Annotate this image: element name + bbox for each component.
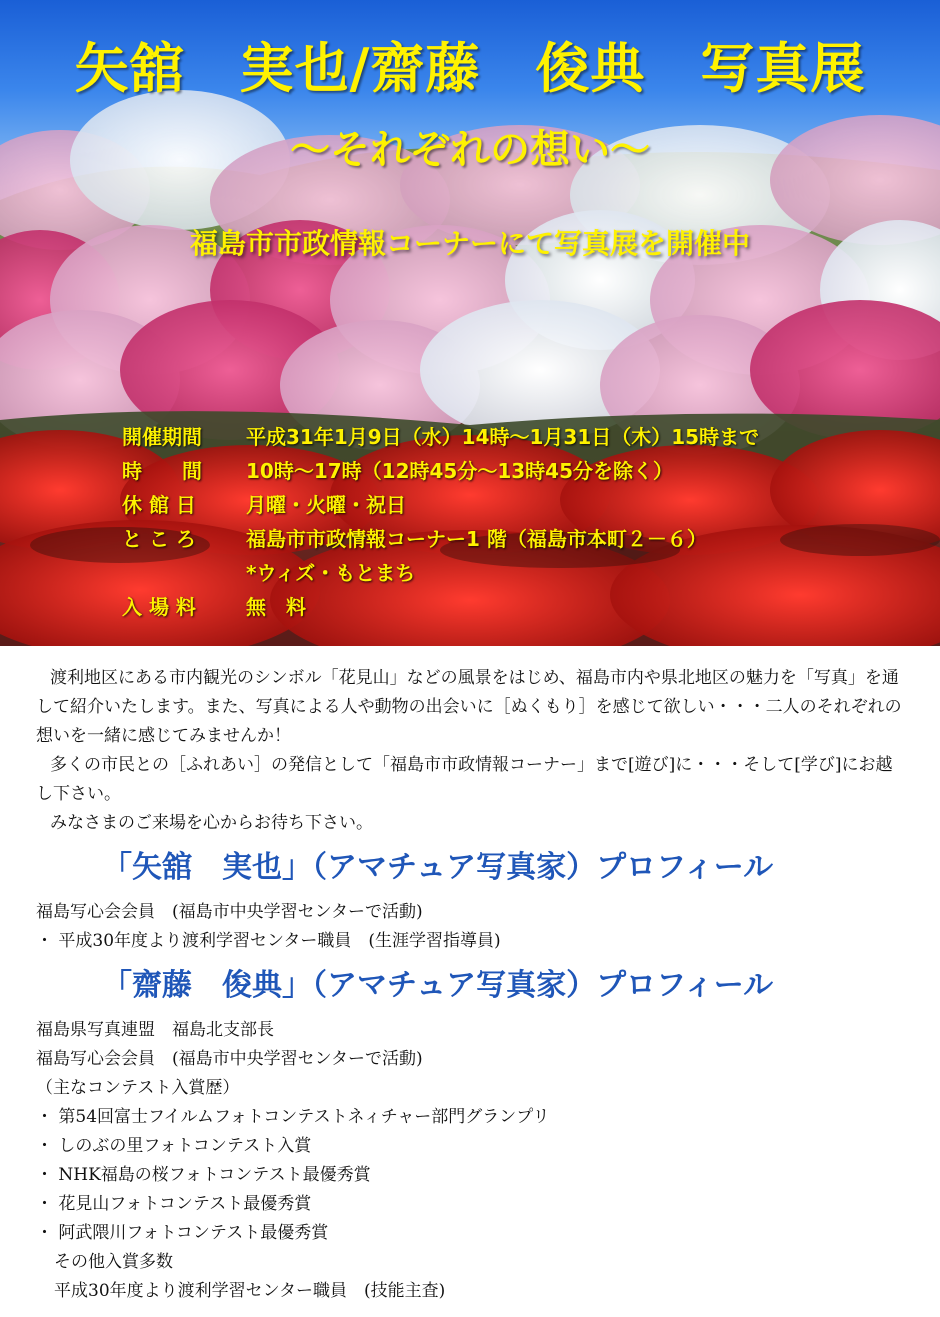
body-content	[36, 664, 906, 1306]
profile-heading-saito: 「齋藤 俊典」（アマチュア写真家）プロフィール	[102, 968, 774, 1003]
profile-heading-yadate: 「矢舘 実也」（アマチュア写真家）プロフィール	[102, 850, 774, 885]
profile-line: ・ NHK福島の桜フォトコンテスト最優秀賞	[36, 1165, 371, 1185]
event-details	[122, 420, 902, 624]
detail-value: *ウィズ・もとまち	[246, 561, 416, 585]
profile-line: （主なコンテスト入賞歴）	[36, 1078, 240, 1098]
profile-line: ・ 花見山フォトコンテスト最優秀賞	[36, 1194, 312, 1214]
detail-value: 福島市市政情報コーナー1 階（福島市本町２－６）	[246, 527, 707, 551]
detail-row-closed	[122, 488, 902, 522]
profile-line: ・ しのぶの里フォトコンテスト入賞	[36, 1136, 312, 1156]
detail-row-building	[122, 556, 902, 590]
profile-yadate	[36, 898, 906, 956]
profile-saito	[36, 1016, 906, 1306]
profile-line: その他入賞多数	[54, 1252, 173, 1272]
detail-label: と こ ろ	[122, 527, 196, 551]
detail-row-period	[122, 420, 902, 454]
detail-row-admission	[122, 590, 902, 624]
detail-value: 10時～17時（12時45分～13時45分を除く）	[246, 459, 673, 483]
detail-value: 平成31年1月9日（水）14時～1月31日（木）15時まで	[246, 425, 760, 449]
profile-line: ・ 平成30年度より渡利学習センター職員 (生涯学習指導員)	[36, 931, 501, 951]
profile-line: 福島県写真連盟 福島北支部長	[36, 1020, 274, 1040]
detail-label	[122, 556, 246, 590]
intro-paragraph: 多くの市民との［ふれあい］の発信として「福島市市政情報コーナー」まで[遊び]に・・・そして[学び]にお越し下さい。	[36, 755, 893, 804]
intro-paragraph: 渡利地区にある市内観光のシンボル「花見山」などの風景をはじめ、福島市内や県北地区の魅力を「写真」を通して紹介いたします。また、写真による人や動物の出会いに［ぬくもり］を感じて欲しい・・・二人のそれぞれの想いを一緒に感じてみませんか！	[36, 668, 902, 746]
profile-line: ・ 阿武隈川フォトコンテスト最優秀賞	[36, 1223, 329, 1243]
profile-line: 福島写心会会員 (福島市中央学習センターで活動)	[36, 1049, 423, 1069]
detail-label: 入 場 料	[122, 595, 196, 619]
hero-photo	[0, 0, 940, 646]
profile-line: 福島写心会会員 (福島市中央学習センターで活動)	[36, 902, 423, 922]
intro-paragraph: みなさまのご来場を心からお待ち下さい。	[50, 813, 373, 833]
detail-label: 開催期間	[122, 425, 202, 449]
profile-line: ・ 第54回富士フイルムフォトコンテストネィチャー部門グランプリ	[36, 1107, 550, 1127]
detail-row-location	[122, 522, 902, 556]
detail-label: 時 間	[122, 459, 202, 483]
event-tagline: 福島市市政情報コーナーにて写真展を開催中	[189, 227, 750, 260]
page-subtitle: ～それぞれの想い～	[290, 127, 650, 173]
profile-line: 平成30年度より渡利学習センター職員 (技能主査)	[54, 1281, 446, 1301]
page-title: 矢舘 実也/齋藤 俊典 写真展	[74, 37, 866, 100]
detail-value: 月曜・火曜・祝日	[246, 493, 406, 517]
detail-label: 休 館 日	[122, 493, 196, 517]
intro-text	[36, 664, 906, 838]
detail-row-hours	[122, 454, 902, 488]
detail-value: 無 料	[246, 595, 306, 619]
